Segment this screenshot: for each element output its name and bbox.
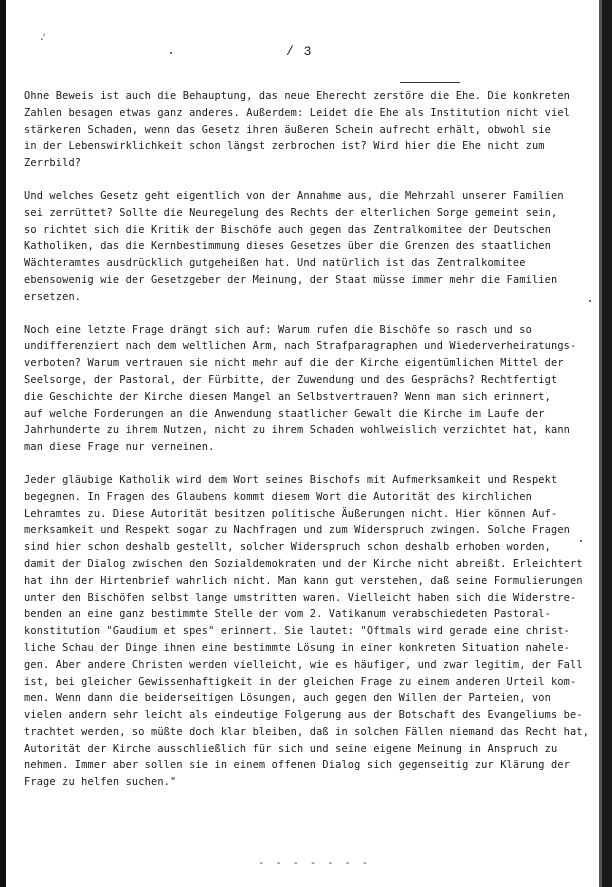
text-line: men. Wenn dann die beiderseitigen Lösungen, auch gegen den Willen der Parteien, von <box>24 692 551 705</box>
text-line: Jeder gläubige Katholik wird dem Wort seines Bischofs mit Aufmerksamkeit und Respekt <box>24 473 558 486</box>
paragraph <box>24 188 564 306</box>
scan-speck <box>580 540 582 542</box>
text-line: begegnen. In Fragen des Glaubens kommt diesem Wort die Autorität des kirchlichen <box>24 490 532 503</box>
text-line: Ohne Beweis ist auch die Behauptung, das neue Eherecht zerstöre die Ehe. Die konkreten <box>24 90 571 102</box>
body-text <box>24 88 590 791</box>
text-line: vielen andern sehr leicht als eindeutige Folgerung aus der Botschaft des Evangeliums be- <box>24 709 583 722</box>
text-line: verboten? Warum vertrauen sie nicht mehr auf die der Kirche eigentümlichen Mittel der <box>24 357 564 370</box>
paragraph <box>24 472 590 791</box>
text-line: ebensowenig wie der Gesetzgeber der Meinung, der Staat müsse immer mehr die Familien <box>24 273 558 286</box>
text-line: benden an eine ganz bestimmte Stelle der vom 2. Vatikanum verabschiedeten Pastoral- <box>24 608 551 621</box>
text-line: hat ihn der Hirtenbrief wahrlich nicht. Man kann gut verstehen, daß seine Formulierungen <box>24 574 583 587</box>
text-line: Katholiken, das die Kernbestimmung dieses Gesetzes über die Grenzen des staatlichen <box>24 240 551 253</box>
text-line: Wächteramtes ausdrücklich gutgeheißen hat. Und natürlich ist das Zentralkomitee <box>24 257 526 270</box>
text-line: in der Lebenswirklichkeit schon längst zerbrochen ist? Wird hier die Ehe nicht zum <box>24 140 545 153</box>
text-line: nehmen. Immer aber sollen sie in einem offenen Dialog sich gegenseitig zur Klärung der <box>24 759 571 772</box>
text-line: unter den Bischöfen selbst lange umstritten waren. Vielleicht haben sich die Widerstre- <box>24 591 577 604</box>
text-line: sind hier schon deshalb gestellt, solcher Widerspruch schon deshalb erhoben worden, <box>24 541 551 554</box>
scan-edge-left <box>0 0 6 887</box>
text-line: so richtet sich die Kritik der Bischöfe auch gegen das Zentralkomitee der Deutschen <box>24 223 551 236</box>
top-rule <box>400 82 460 83</box>
text-line: Zerrbild? <box>24 157 82 170</box>
scan-speck <box>589 300 591 302</box>
text-line: Jahrhunderte zu ihrem Nutzen, nicht zu ihrem Schaden wohlweislich verzichtet hat, kann <box>24 424 571 437</box>
text-line: damit der Dialog zwischen den Sozialdemokraten und der Kirche nicht abreißt. Erleichtert <box>24 557 583 570</box>
text-line: trachtet werden, so müßte doch klar bleiben, daß in solchen Fällen niemand das Recht hat, <box>24 725 590 738</box>
text-line: Seelsorge, der Pastoral, der Fürbitte, der Zuwendung und des Gesprächs? Rechtfertigt <box>24 373 558 386</box>
text-line: Autorität der Kirche ausschließlich für sich und seine eigene Meinung in Anspruch zu <box>24 742 558 755</box>
text-line: liche Schau der Dinge ihnen eine bestimmte Lösung in einer konkreten Situation nahele- <box>24 641 571 654</box>
text-line: Zahlen besagen etwas ganz anderes. Außerdem: Leidet die Ehe als Institution nicht viel <box>24 106 571 119</box>
scan-edge-right <box>602 0 612 887</box>
paragraph <box>24 88 571 172</box>
text-line: ersetzen. <box>24 290 82 303</box>
text-line: sei zerrüttet? Sollte die Neuregelung des Rechts der elterlichen Sorge gemeint sein, <box>24 206 558 219</box>
text-line: Und welches Gesetz geht eigentlich von der Annahme aus, die Mehrzahl unserer Familien <box>24 189 564 202</box>
page-number: / 3 <box>286 44 313 59</box>
text-line: konstitution "Gaudium et spes" erinnert. Sie lautet: "Oftmals wird gerade eine christ- <box>24 625 571 638</box>
text-line: Noch eine letzte Frage drängt sich auf: Warum rufen die Bischöfe so rasch und so <box>24 323 532 336</box>
text-line: Frage zu helfen suchen." <box>24 776 177 789</box>
scan-speck <box>170 52 172 54</box>
text-line: auf welche Forderungen an die Anwendung staatlicher Gewalt die Kirche im Laufe der <box>24 407 545 420</box>
text-line: man diese Frage nur verneinen. <box>24 441 215 454</box>
text-line: stärkeren Schaden, wenn das Gesetz ihren äußeren Schein aufrecht erhält, obwohl sie <box>24 123 551 136</box>
footer-mark: - - - - - - - <box>258 856 371 869</box>
text-line: Lehramtes zu. Diese Autorität besitzen politische Äußerungen nicht. Hier können Auf- <box>24 507 558 520</box>
paragraph <box>24 322 577 456</box>
text-line: ist, bei gleicher Gewissenhaftigkeit in der gleichen Frage zu einem anderen Urteil kom- <box>24 675 577 688</box>
text-line: merksamkeit und Respekt sogar zu Nachfragen und zum Widerspruch zwingen. Solche Fragen <box>24 524 571 537</box>
corner-mark: ·′ <box>38 31 49 47</box>
text-line: gen. Aber andere Christen werden vielleicht, wie es häufiger, und zwar legitim, der Fall <box>24 658 583 671</box>
text-line: die Geschichte der Kirche diesen Mangel an Selbstvertrauen? Wenn man sich erinnert, <box>24 390 551 403</box>
text-line: undifferenziert nach dem weltlichen Arm, nach Strafparagraphen und Wiederverheiratungs- <box>24 340 577 353</box>
